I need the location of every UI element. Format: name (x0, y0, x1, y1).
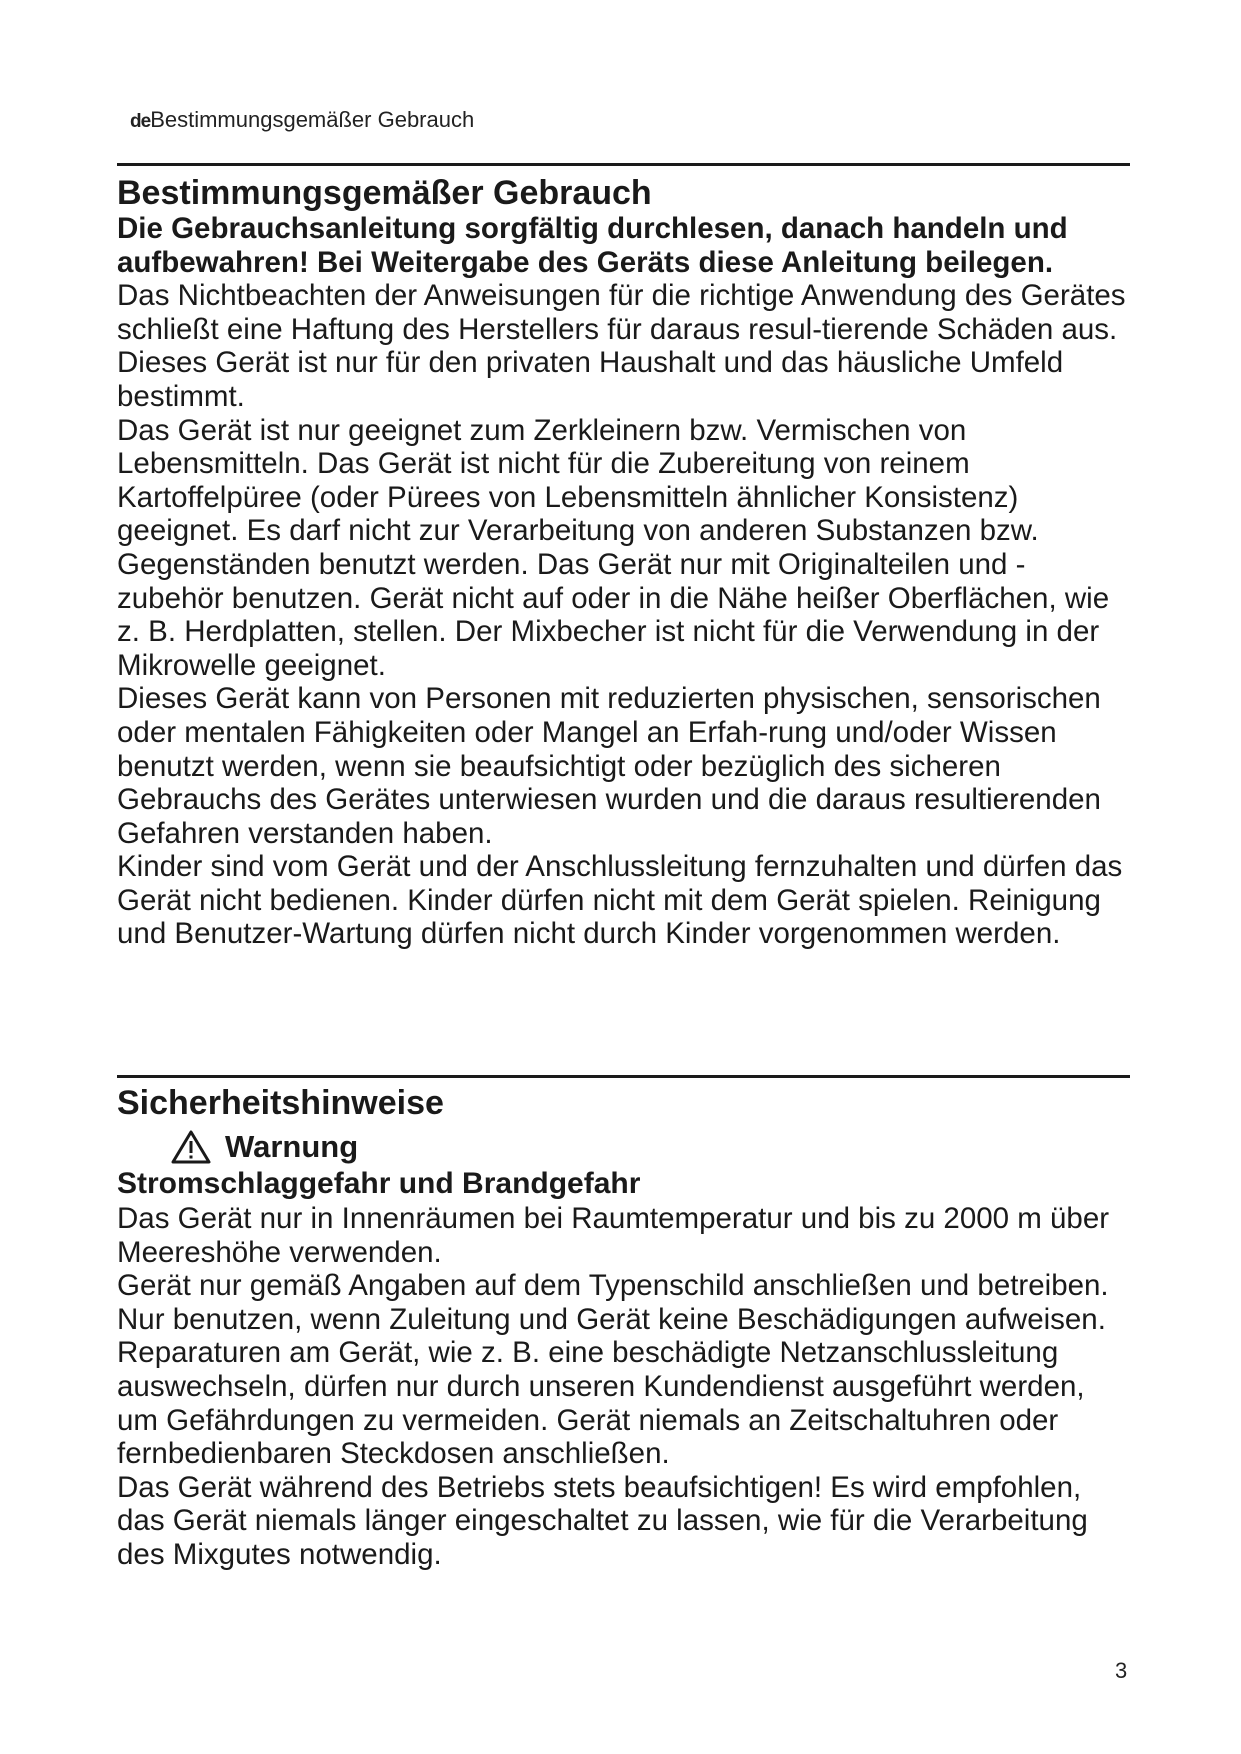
section-divider (117, 163, 1130, 166)
lead-paragraph: Die Gebrauchsanleitung sorgfältig durchlesen, danach handeln und aufbewahren! Bei Weitergabe des Geräts diese Anleitung beilegen. (117, 212, 1068, 279)
page-number: 3 (1115, 1658, 1128, 1683)
manual-page (117, 0, 1130, 1754)
language-code: de (130, 111, 151, 132)
hazard-title: Stromschlaggefahr und Brandgefahr (117, 1167, 641, 1200)
paragraph: Dieses Gerät kann von Personen mit reduzierten physischen, sensorischen oder mentalen Fähigkeiten oder Mangel an Erfah-rung und/oder Wissen benutzt werden, wenn sie beaufsichtigt oder bezüglich des sicheren Gebrauchs des Gerätes unterwiesen wurden und die daraus resultierenden Gefahren verstanden haben. (117, 682, 1101, 850)
warning-line (171, 1128, 1130, 1166)
running-header (130, 107, 474, 135)
paragraph: Das Gerät während des Betriebs stets beaufsichtigen! Es wird empfohlen, das Gerät niemals länger eingeschaltet zu lassen, wie für die Verarbeitung des Mixgutes notwendig. (117, 1470, 1088, 1571)
paragraph: Das Gerät nur in Innenräumen bei Raumtemperatur und bis zu 2000 m über Meereshöhe verwenden. (117, 1202, 1110, 1269)
paragraph: Das Gerät ist nur geeignet zum Zerkleinern bzw. Vermischen von Lebensmitteln. Das Gerät ist nicht für die Zubereitung von reinem Kartoffelpüree (oder Pürees von Lebensmitteln ähnlicher Konsistenz) geeignet. Es darf nicht zur Verarbeitung von anderen Substanzen bzw. Gegenständen benutzt werden. Das Gerät nur mit Originalteilen und -zubehör benutzen. Gerät nicht auf oder in die Nähe heißer Oberflächen, wie z. B. Herdplatten, stellen. Der Mixbecher ist nicht für die Verwendung in der Mikrowelle geeignet. (117, 413, 1110, 682)
paragraph: Kinder sind vom Gerät und der Anschlussleitung fernzuhalten und dürfen das Gerät nicht bedienen. Kinder dürfen nicht mit dem Gerät spielen. Reinigung und Benutzer-Wartung dürfen nicht durch Kinder vorgenommen werden. (117, 850, 1123, 951)
section-title: Sicherheitshinweise (117, 1084, 444, 1122)
section-safety (117, 1082, 1130, 1572)
warning-label: Warnung (225, 1129, 359, 1164)
section-intended-use (117, 172, 1130, 951)
paragraph: Das Nichtbeachten der Anweisungen für die richtige Anwendung des Gerätes schließt eine Haftung des Herstellers für daraus resul-tierende Schäden aus. (117, 279, 1126, 346)
section-divider (117, 1075, 1130, 1078)
paragraph: Dieses Gerät ist nur für den privaten Haushalt und das häusliche Umfeld bestimmt. (117, 346, 1064, 413)
paragraph: Gerät nur gemäß Angaben auf dem Typenschild anschließen und betreiben. Nur benutzen, wenn Zuleitung und Gerät keine Beschädigungen aufweisen. Reparaturen am Gerät, wie z. B. eine beschädigte Netzanschlussleitung auswechseln, dürfen nur durch unseren Kundendienst ausgeführt werden, um Gefährdungen zu vermeiden. Gerät niemals an Zeitschaltuhren oder fernbedienbaren Steckdosen anschließen. (117, 1269, 1109, 1471)
warning-triangle-icon (171, 1130, 211, 1164)
section-title: Bestimmungsgemäßer Gebrauch (117, 174, 652, 212)
running-title: Bestimmungsgemäßer Gebrauch (150, 107, 475, 132)
